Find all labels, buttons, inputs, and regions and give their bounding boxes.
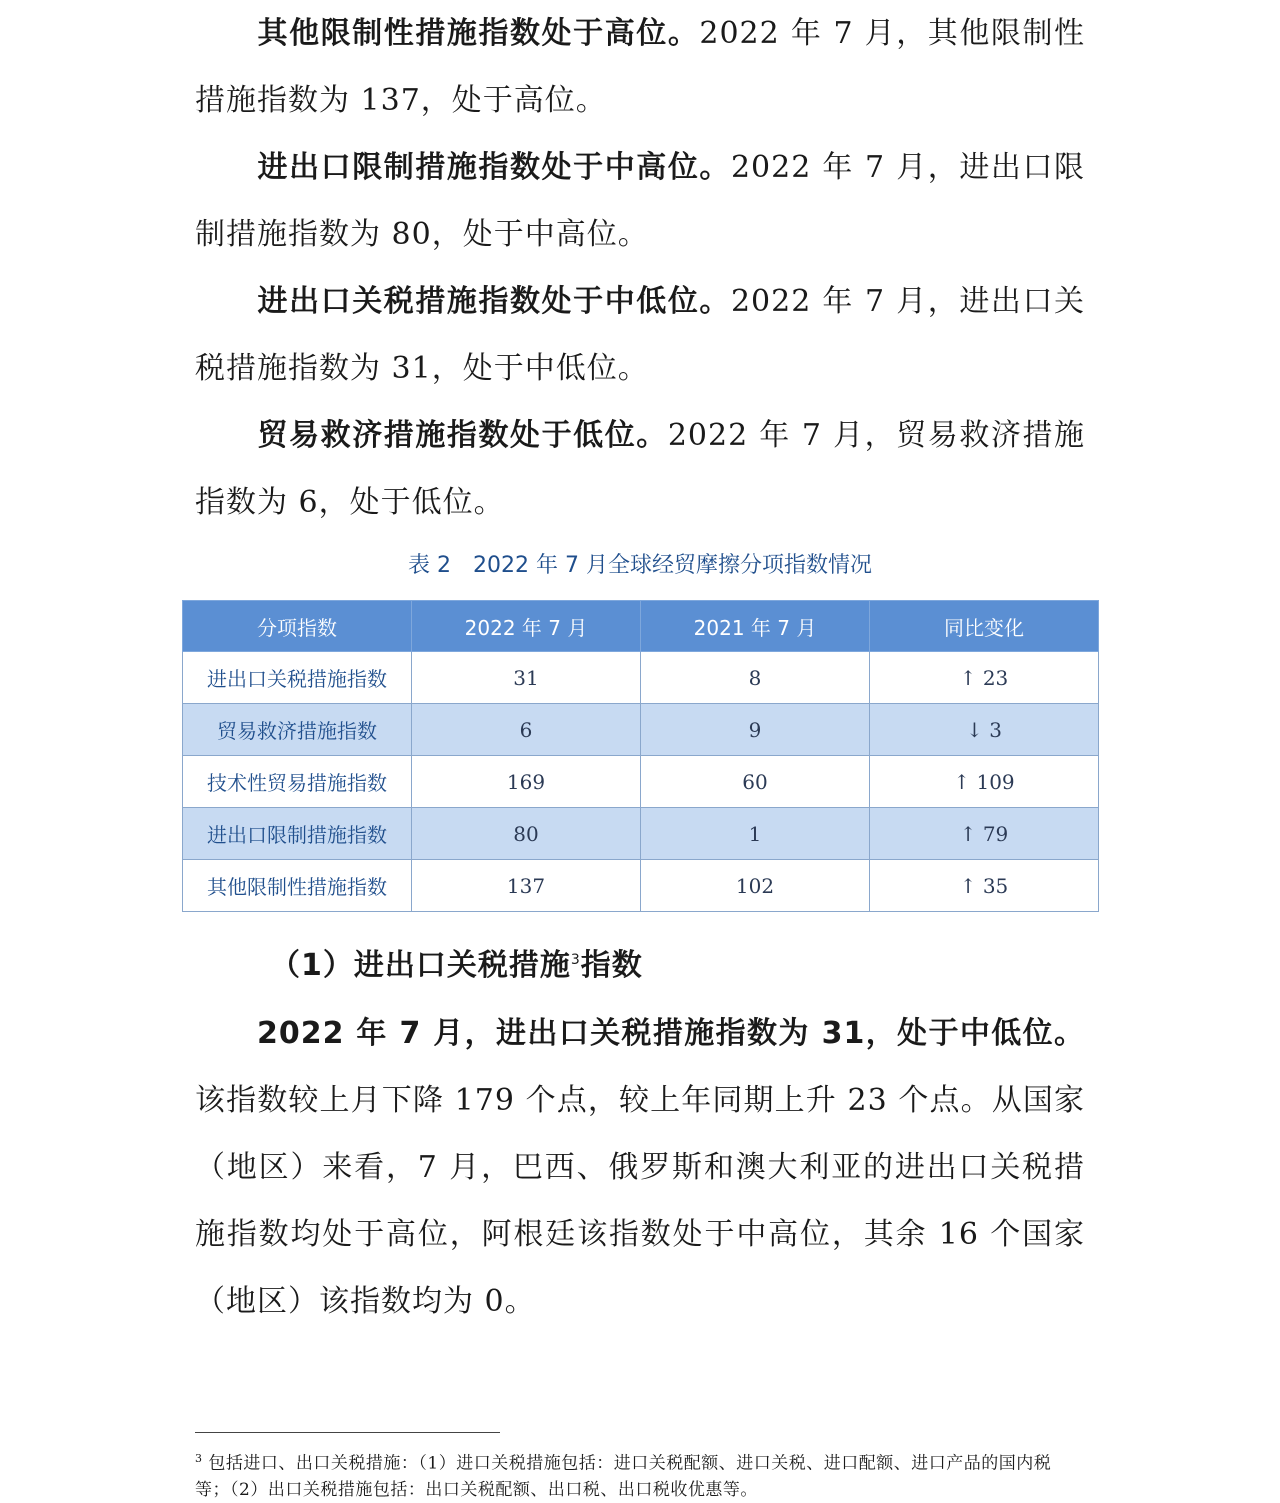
column-header: 2022 年 7 月 xyxy=(412,601,641,652)
table-row xyxy=(183,704,1099,756)
arrow-up-icon: ↑ xyxy=(959,873,977,898)
arrow-down-icon: ↓ xyxy=(966,717,983,742)
paragraph-other-restrictive xyxy=(195,0,1085,134)
row-name: 贸易救济措施指数 xyxy=(183,704,412,756)
value-2022: 137 xyxy=(412,860,641,912)
column-header: 同比变化 xyxy=(870,601,1099,652)
column-header: 分项指数 xyxy=(183,601,412,652)
table-row xyxy=(183,652,1099,704)
yoy-change xyxy=(870,756,1099,808)
change-value: 109 xyxy=(976,769,1015,794)
value-2021: 9 xyxy=(641,704,870,756)
footnote-marker: 3 xyxy=(195,1452,203,1465)
table-row xyxy=(183,756,1099,808)
value-2022: 6 xyxy=(412,704,641,756)
column-header: 2021 年 7 月 xyxy=(641,601,870,652)
value-2021: 60 xyxy=(641,756,870,808)
paragraph-lead: 其他限制性措施指数处于高位。 xyxy=(257,16,700,51)
value-2021: 102 xyxy=(641,860,870,912)
value-2022: 80 xyxy=(412,808,641,860)
footnote xyxy=(195,1446,1085,1503)
paragraph-body: 2022 年 7 月，进出口关税措施指数为 31，处于中低位。 xyxy=(195,284,1086,386)
row-name: 技术性贸易措施指数 xyxy=(183,756,412,808)
paragraph-tariff-detail xyxy=(195,1000,1085,1335)
arrow-up-icon: ↑ xyxy=(959,665,977,690)
paragraph-body: 2022 年 7 月，其他限制性措施指数为 137，处于高位。 xyxy=(195,16,1085,118)
change-value: 35 xyxy=(982,873,1009,898)
change-value: 23 xyxy=(982,665,1009,690)
paragraph-import-export-tariff xyxy=(195,268,1085,402)
paragraph-lead: 贸易救济措施指数处于低位。 xyxy=(257,418,668,453)
value-2021: 8 xyxy=(641,652,870,704)
paragraph-trade-remedy xyxy=(195,402,1085,536)
footnote-ref[interactable]: 3 xyxy=(570,952,581,968)
table-header-row xyxy=(183,601,1099,652)
sub-index-table xyxy=(182,600,1099,912)
footnote-text: 包括进口、出口关税措施：（1）进口关税措施包括：进口关税配额、进口关税、进口配额、进口产品的国内税等；（2）出口关税措施包括：出口关税配额、出口税、出口税收优惠等。 xyxy=(195,1453,1052,1500)
paragraph-lead: 进出口关税措施指数处于中低位。 xyxy=(257,284,731,319)
paragraph-import-export-restriction xyxy=(195,134,1085,268)
yoy-change xyxy=(870,808,1099,860)
value-2021: 1 xyxy=(641,808,870,860)
section-heading-tail: 指数 xyxy=(580,948,643,983)
paragraph-lead: 进出口限制措施指数处于中高位。 xyxy=(257,150,731,185)
row-name: 进出口关税措施指数 xyxy=(183,652,412,704)
section-heading-text: （1）进出口关税措施 xyxy=(270,948,571,983)
arrow-up-icon: ↑ xyxy=(953,769,971,794)
row-name: 其他限制性措施指数 xyxy=(183,860,412,912)
yoy-change xyxy=(870,860,1099,912)
change-value: 3 xyxy=(989,717,1002,742)
paragraph-body: 2022 年 7 月，进出口限制措施指数为 80，处于中高位。 xyxy=(195,150,1086,252)
change-value: 79 xyxy=(982,821,1009,846)
paragraph-body: 该指数较上月下降 179 个点，较上年同期上升 23 个点。从国家（地区）来看，7 月，巴西、俄罗斯和澳大利亚的进出口关税措施指数均处于高位，阿根廷该指数处于中高位，其余 16 个国家（地区）该指数均为 0。 xyxy=(195,1083,1085,1319)
yoy-change xyxy=(870,652,1099,704)
value-2022: 31 xyxy=(412,652,641,704)
yoy-change xyxy=(870,704,1099,756)
row-name: 进出口限制措施指数 xyxy=(183,808,412,860)
table-row xyxy=(183,808,1099,860)
footnote-divider xyxy=(195,1432,500,1433)
paragraph-body: 2022 年 7 月，贸易救济措施指数为 6，处于低位。 xyxy=(195,418,1086,520)
table-row xyxy=(183,860,1099,912)
arrow-up-icon: ↑ xyxy=(959,821,977,846)
section-heading xyxy=(270,940,643,984)
value-2022: 169 xyxy=(412,756,641,808)
table-caption: 表 2 2022 年 7 月全球经贸摩擦分项指数情况 xyxy=(408,553,872,578)
paragraph-lead: 2022 年 7 月，进出口关税措施指数为 31，处于中低位。 xyxy=(257,1016,1085,1051)
